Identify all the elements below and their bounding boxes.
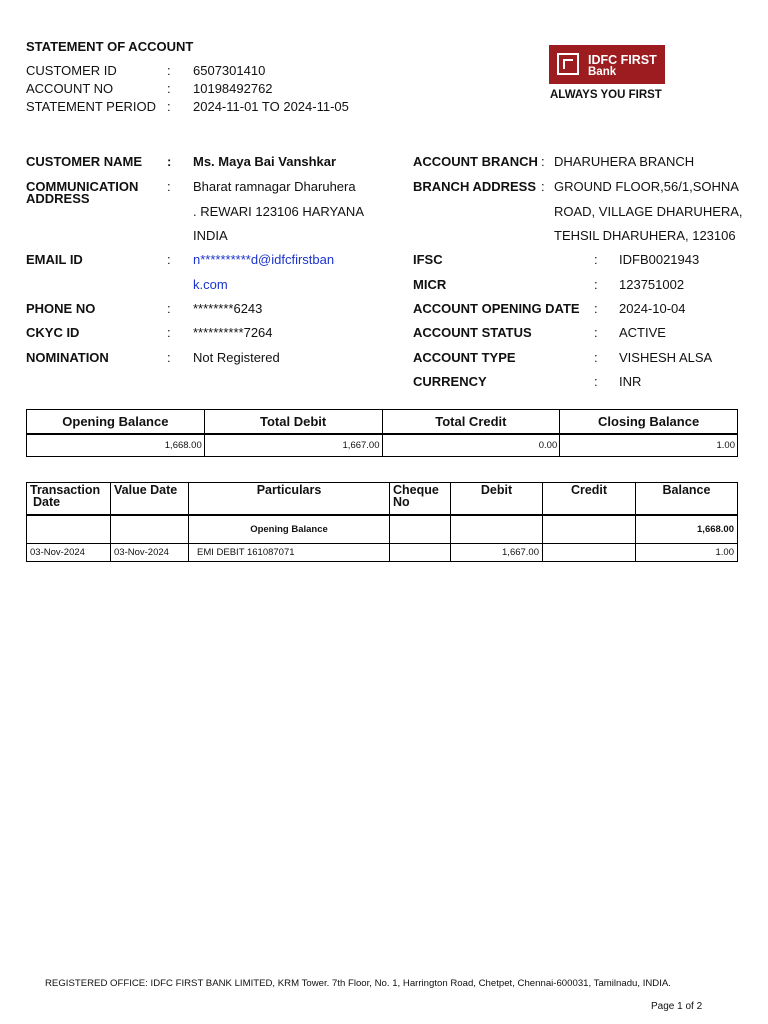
ckyc-value: **********7264 <box>193 325 273 340</box>
transaction-date-cell: 03-Nov-2024 <box>27 544 111 562</box>
nomination-value: Not Registered <box>193 350 280 365</box>
logo-line-1: IDFC FIRST <box>588 53 657 67</box>
bank-logo-icon <box>557 53 579 75</box>
page-number: Page 1 of 2 <box>651 1001 703 1012</box>
address-line: INDIA <box>193 228 228 243</box>
account-no-label: ACCOUNT NO <box>26 81 114 96</box>
cheque-no-header <box>390 483 451 516</box>
total-credit-value: 0.00 <box>382 434 560 457</box>
separator: : <box>167 301 171 316</box>
communication-label-1: COMMUNICATION <box>26 179 139 194</box>
statement-period-label: STATEMENT PERIOD <box>26 99 157 114</box>
branch-address-line: TEHSIL DHARUHERA, 123106 <box>554 228 736 243</box>
logo-line-2: Bank <box>588 66 617 78</box>
ifsc-value: IDFB0021943 <box>619 252 700 267</box>
account-branch-value: DHARUHERA BRANCH <box>554 154 695 169</box>
table-row <box>27 544 738 562</box>
registered-office-footer: REGISTERED OFFICE: IDFC FIRST BANK LIMITED, KRM Tower. 7th Floor, No. 1, Harrington Road, Chetpet, Chennai-600031, Tamilnadu, INDIA. <box>45 978 671 989</box>
separator: : <box>167 99 171 114</box>
table-cell <box>390 515 451 544</box>
balance-summary-table <box>26 409 738 457</box>
customer-id-value: 6507301410 <box>193 63 266 78</box>
opening-balance-value: 1,668.00 <box>27 434 205 457</box>
separator: : <box>594 277 598 292</box>
debit-cell: 1,667.00 <box>451 544 543 562</box>
customer-name-value: Ms. Maya Bai Vanshkar <box>193 154 337 169</box>
particulars-header: Particulars <box>189 483 390 516</box>
value-date-header: Value Date <box>111 483 189 516</box>
balance-header: Balance <box>636 483 738 516</box>
debit-header: Debit <box>451 483 543 516</box>
email-link-line-2[interactable]: k.com <box>193 277 228 292</box>
account-opening-date-value: 2024-10-04 <box>619 301 686 316</box>
account-status-label: ACCOUNT STATUS <box>413 325 532 340</box>
currency-value: INR <box>619 374 642 389</box>
closing-balance-value: 1.00 <box>560 434 738 457</box>
particulars-cell: EMI DEBIT 161087071 <box>189 544 390 562</box>
phone-label: PHONE NO <box>26 301 96 316</box>
email-label: EMAIL ID <box>26 252 83 267</box>
cheque-cell <box>390 544 451 562</box>
summary-values-row <box>27 434 738 457</box>
account-no-value: 10198492762 <box>193 81 273 96</box>
cheque-header-line-2: No <box>393 495 410 509</box>
currency-label: CURRENCY <box>413 374 487 389</box>
table-cell <box>451 515 543 544</box>
credit-header: Credit <box>543 483 636 516</box>
branch-address-line: GROUND FLOOR,56/1,SOHNA <box>554 179 739 194</box>
cheque-header-line-1: Cheque <box>393 483 439 497</box>
separator: : <box>594 350 598 365</box>
transactions-table <box>26 482 738 562</box>
branch-address-label: BRANCH ADDRESS <box>413 179 537 194</box>
account-type-label: ACCOUNT TYPE <box>413 350 516 365</box>
table-cell <box>27 515 111 544</box>
separator: : <box>167 252 171 267</box>
total-credit-header: Total Credit <box>382 410 560 435</box>
customer-name-label: CUSTOMER NAME <box>26 154 143 169</box>
ifsc-label: IFSC <box>413 252 443 267</box>
transaction-date-header-line-2: Date <box>33 495 61 509</box>
customer-id-label: CUSTOMER ID <box>26 63 117 78</box>
branch-address-line: ROAD, VILLAGE DHARUHERA, <box>554 204 743 219</box>
separator: : <box>167 325 171 340</box>
micr-label: MICR <box>413 277 447 292</box>
closing-balance-header: Closing Balance <box>560 410 738 435</box>
opening-balance-amount: 1,668.00 <box>636 515 738 544</box>
credit-cell <box>543 544 636 562</box>
communication-label-2: ADDRESS <box>26 191 90 206</box>
address-line: Bharat ramnagar Dharuhera <box>193 179 356 194</box>
ckyc-label: CKYC ID <box>26 325 80 340</box>
summary-header-row <box>27 410 738 435</box>
address-line: . REWARI 123106 HARYANA <box>193 204 364 219</box>
email-link-line-1[interactable]: n**********d@idfcfirstban <box>193 252 335 267</box>
separator: : <box>541 179 545 194</box>
separator: : <box>167 154 172 169</box>
opening-balance-header: Opening Balance <box>27 410 205 435</box>
transaction-date-header <box>27 483 111 516</box>
account-branch-label: ACCOUNT BRANCH <box>413 154 538 169</box>
statement-title: STATEMENT OF ACCOUNT <box>26 39 194 54</box>
value-date-cell: 03-Nov-2024 <box>111 544 189 562</box>
transactions-header-row <box>27 483 738 516</box>
separator: : <box>594 301 598 316</box>
total-debit-value: 1,667.00 <box>204 434 382 457</box>
idfc-first-bank-logo <box>549 45 665 84</box>
transaction-date-header-line-1: Transaction <box>30 483 101 497</box>
separator: : <box>594 325 598 340</box>
separator: : <box>167 81 171 96</box>
total-debit-header: Total Debit <box>204 410 382 435</box>
account-status-value: ACTIVE <box>619 325 666 340</box>
phone-value: ********6243 <box>193 301 263 316</box>
separator: : <box>167 350 171 365</box>
nomination-label: NOMINATION <box>26 350 109 365</box>
logo-tagline: ALWAYS YOU FIRST <box>550 89 662 101</box>
account-type-value: VISHESH ALSA <box>619 350 713 365</box>
account-opening-date-label: ACCOUNT OPENING DATE <box>413 301 580 316</box>
separator: : <box>167 179 171 194</box>
separator: : <box>167 63 171 78</box>
statement-period-value: 2024-11-01 TO 2024-11-05 <box>193 99 349 114</box>
balance-cell: 1.00 <box>636 544 738 562</box>
micr-value: 123751002 <box>619 277 685 292</box>
table-cell <box>111 515 189 544</box>
table-cell <box>543 515 636 544</box>
opening-balance-row <box>27 515 738 544</box>
opening-balance-particulars: Opening Balance <box>189 515 390 544</box>
separator: : <box>541 154 545 169</box>
separator: : <box>594 252 598 267</box>
separator: : <box>594 374 598 389</box>
